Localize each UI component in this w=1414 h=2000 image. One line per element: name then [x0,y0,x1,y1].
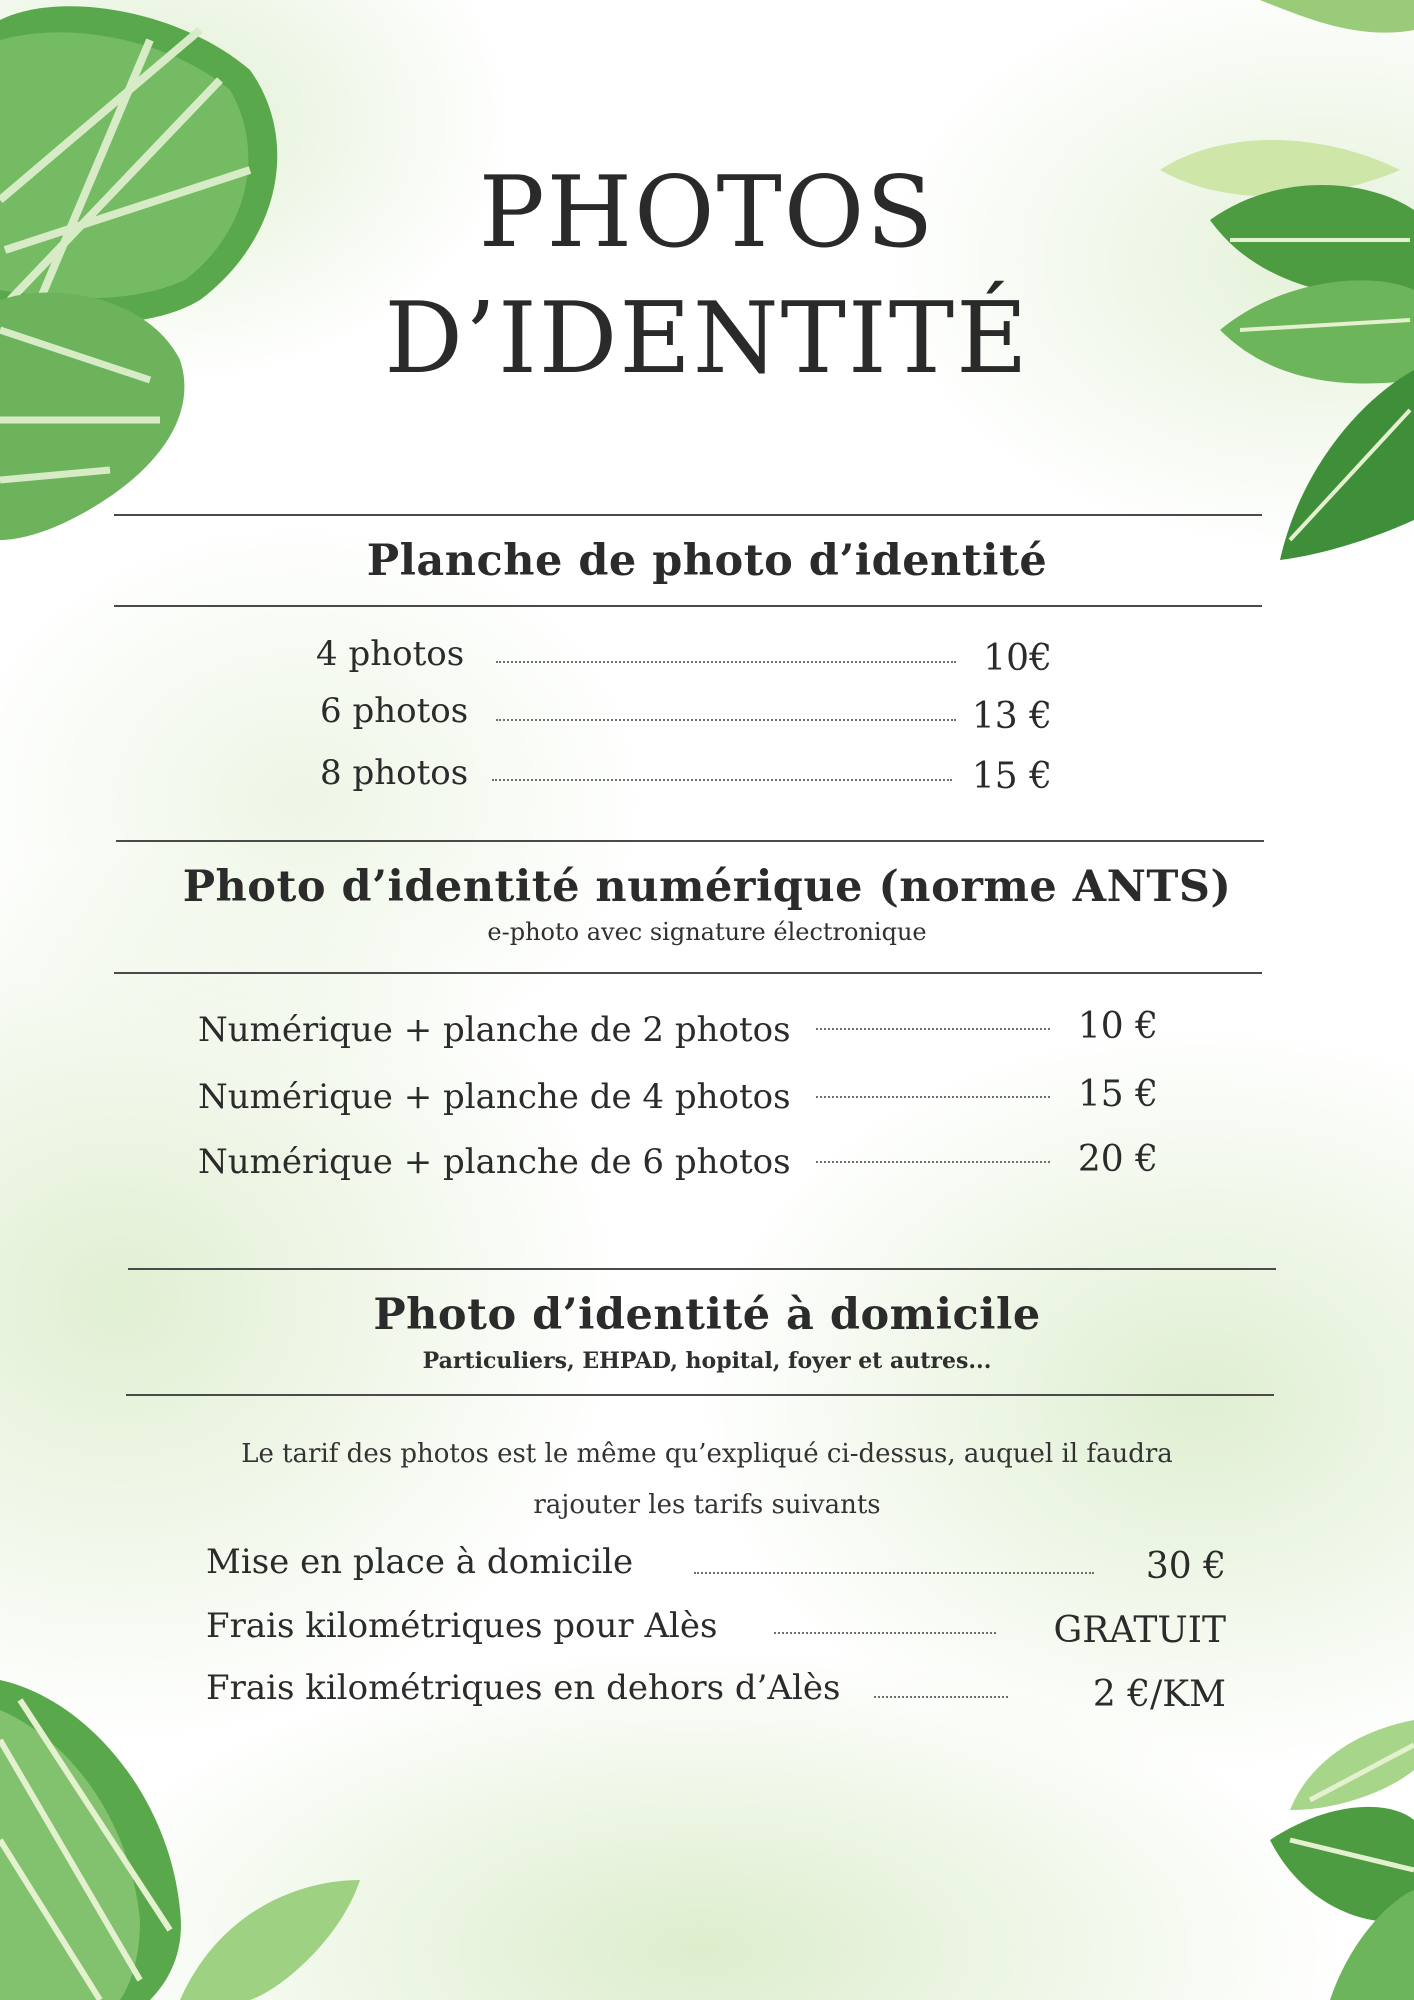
page-title-line1: PHOTOS [478,156,936,270]
section-divider [114,514,1262,516]
price-row-label: Frais kilométriques pour Alès [206,1606,718,1646]
price-row-value: GRATUIT [1053,1610,1226,1651]
dotted-leader [492,779,952,781]
section-title-planche: Planche de photo d’identité [366,536,1048,586]
price-row-label: Numérique + planche de 6 photos [198,1142,791,1182]
dotted-leader [874,1696,1008,1698]
price-row-label: Numérique + planche de 4 photos [198,1077,791,1117]
dotted-leader [816,1161,1050,1163]
section-divider [128,1268,1276,1270]
price-row-value: 30 € [1145,1546,1226,1587]
dotted-leader [816,1028,1050,1030]
price-row-label: 4 photos [316,634,465,674]
price-row-label: Numérique + planche de 2 photos [198,1010,791,1050]
dotted-leader [694,1572,1094,1574]
price-row-value: 20 € [1077,1139,1158,1180]
dotted-leader [774,1632,996,1634]
dotted-leader [816,1096,1050,1098]
price-row-label: 8 photos [320,753,469,793]
price-row-value: 15 € [971,756,1052,797]
section-divider [114,972,1262,974]
price-row-value: 2 €/KM [1092,1674,1226,1715]
section-title-numerique: Photo d’identité numérique (norme ANTS) [182,862,1232,912]
price-row-label: Mise en place à domicile [206,1542,634,1582]
section-subtitle-domicile: Particuliers, EHPAD, hopital, foyer et autres... [422,1348,992,1374]
section-divider [114,605,1262,607]
bottom-left-leaves-icon [0,1680,380,2000]
dotted-leader [496,719,956,721]
price-row-value: 10 € [1077,1006,1158,1047]
section-subtitle-numerique: e-photo avec signature électronique [487,918,927,946]
section-title-domicile: Photo d’identité à domicile [373,1290,1041,1340]
price-row-label: Frais kilométriques en dehors d’Alès [206,1668,841,1708]
section-divider [126,1394,1274,1396]
bottom-right-leaves-icon [1250,1700,1414,2000]
price-row-label: 6 photos [320,691,469,731]
dotted-leader [496,661,956,663]
domicile-note-line2: rajouter les tarifs suivants [533,1490,881,1520]
page-title-line2: D’IDENTITÉ [384,282,1030,396]
price-row-value: 13 € [971,696,1052,737]
section-divider [116,840,1264,842]
price-row-value: 15 € [1077,1074,1158,1115]
domicile-note-line1: Le tarif des photos est le même qu’expliqué ci-dessus, auquel il faudra [241,1439,1173,1469]
price-row-value: 10€ [983,638,1052,679]
